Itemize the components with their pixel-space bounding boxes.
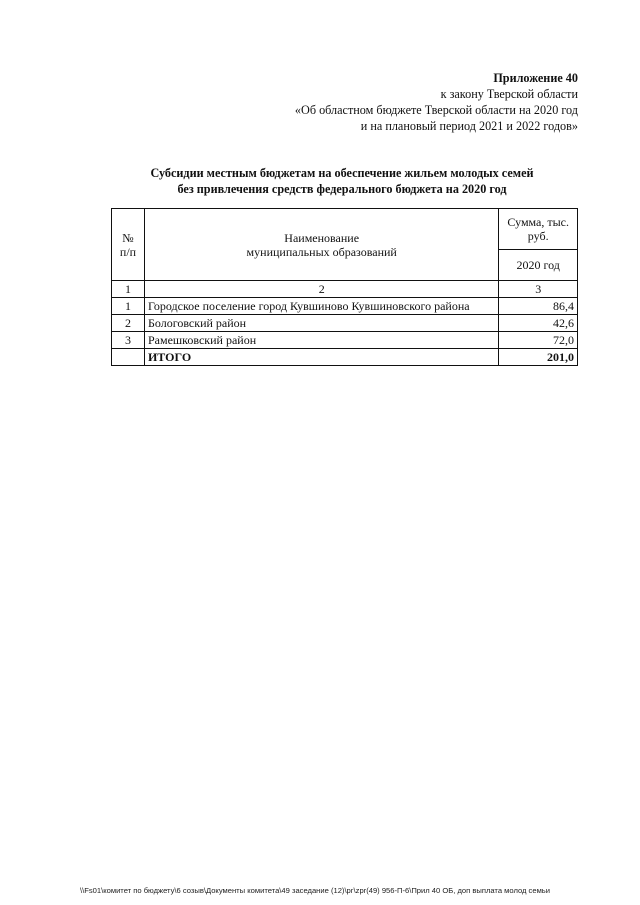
total-row: [112, 349, 578, 366]
appendix-number: Приложение 40: [493, 71, 578, 85]
header-name-label: Наименование: [284, 230, 360, 245]
appendix-law-title-line: «Об областном бюджете Тверской области на 2020 год: [294, 103, 578, 117]
file-path-footer: \\Fs01\комитет по бюджету\6 созыв\Документы комитета\49 заседание (12)\рг\zpr(49) 956-П-6\Прил 40 ОБ, доп выплата молод семьи: [80, 886, 550, 895]
header-number-cell: [112, 209, 145, 281]
row-amount: 86,4: [499, 298, 578, 315]
header-name-cell: [144, 209, 498, 281]
column-index-cell: 3: [499, 281, 578, 298]
row-municipality-name: Рамешковский район: [144, 332, 498, 349]
column-index-row: [112, 281, 578, 298]
header-name-sublabel: муниципальных образований: [246, 244, 397, 259]
row-number: 2: [112, 315, 145, 332]
subsidy-table: [111, 208, 578, 366]
table-row: [112, 315, 578, 332]
row-number: 3: [112, 332, 145, 349]
header-sum-cell: Сумма, тыс. руб.: [499, 209, 578, 250]
header-year-cell: 2020 год: [499, 250, 578, 281]
total-empty-cell: [112, 349, 145, 366]
header-number-sublabel: п/п: [119, 244, 137, 259]
document-title-line-1: Субсидии местным бюджетам на обеспечение жильем молодых семей: [150, 166, 534, 180]
total-amount: 201,0: [499, 349, 578, 366]
column-index-cell: 2: [144, 281, 498, 298]
table-row: [112, 298, 578, 315]
header-number-label: №: [122, 230, 134, 245]
row-number: 1: [112, 298, 145, 315]
total-label: ИТОГО: [144, 349, 498, 366]
appendix-header: [238, 70, 578, 134]
row-municipality-name: Городское поселение город Кувшиново Кувшиновского района: [144, 298, 498, 315]
row-municipality-name: Бологовский район: [144, 315, 498, 332]
table-row: [112, 332, 578, 349]
appendix-law-period-line: и на плановый период 2021 и 2022 годов»: [360, 119, 578, 133]
row-amount: 42,6: [499, 315, 578, 332]
document-title: [110, 165, 574, 197]
column-index-cell: 1: [112, 281, 145, 298]
document-title-line-2: без привлечения средств федерального бюджета на 2020 год: [177, 182, 507, 196]
row-amount: 72,0: [499, 332, 578, 349]
appendix-law-line: к закону Тверской области: [440, 87, 578, 101]
table-header-row: [112, 209, 578, 250]
